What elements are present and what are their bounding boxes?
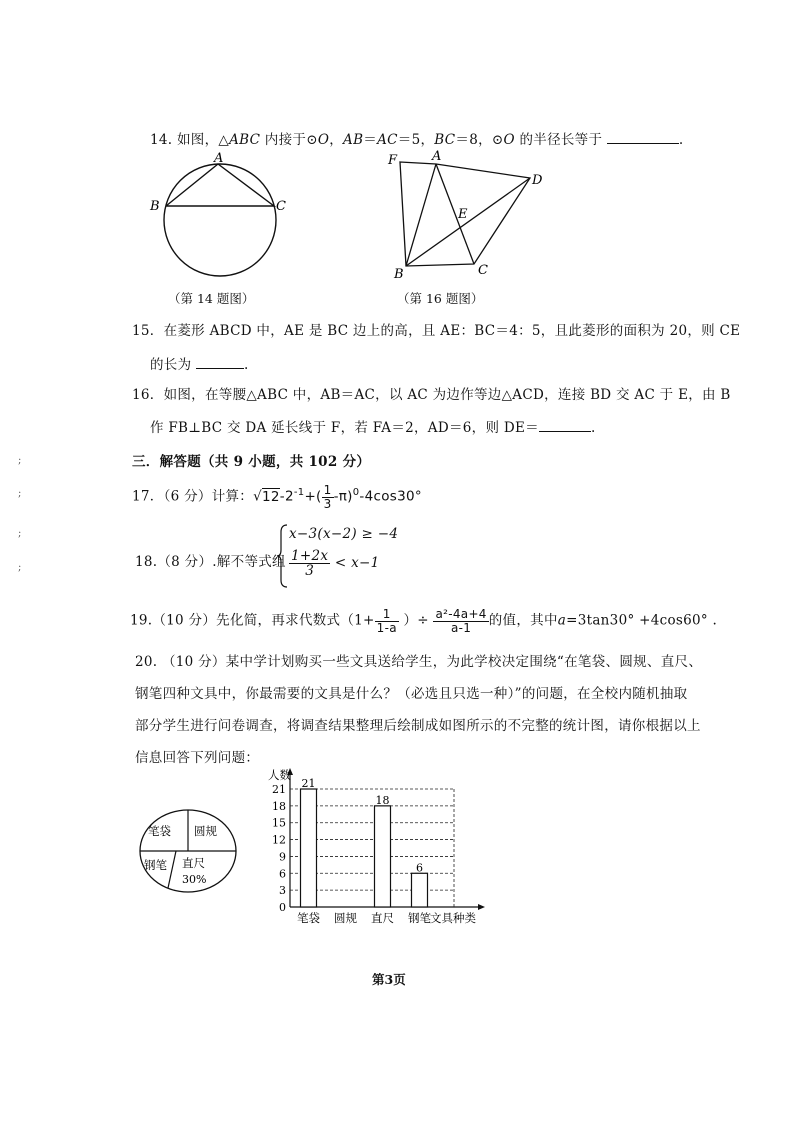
x-axis-arrow [478, 904, 485, 910]
label-c: C [478, 263, 488, 278]
fraction-1-plus-2x-over-3: $\frac{1+2x}{3}$ [291, 548, 329, 580]
figure-16-caption: （第 16 题图） [397, 291, 484, 306]
question-15-line-1: 15．在菱形 ABCD 中，AE 是 BC 边上的高，且 AE：BC＝4：5，且此菱形的面积为 20，则 CE [132, 323, 741, 339]
pie-chart [138, 805, 240, 895]
pie-label-2: 钢笔 [144, 858, 167, 872]
pie-label-1: 圆规 [194, 824, 217, 838]
label-a: A [214, 151, 224, 166]
y-tick-label: 18 [272, 799, 286, 813]
label-a: A [432, 150, 442, 164]
question-15-line-2: 的长为 . [150, 357, 249, 373]
sqrt-sign: √ [253, 488, 263, 505]
sqrt-radicand: 12 [262, 488, 280, 505]
fraction-a-squared-expression: $\frac{\text{a²-4a+4}}{a-1}$ [435, 607, 487, 635]
y-tick-label: 15 [272, 816, 286, 830]
label-f: F [388, 153, 398, 168]
question-20-line-4: 信息回答下列问题： [135, 750, 260, 766]
figure-14-caption: （第 14 题图） [168, 291, 255, 306]
x-tick-label-3: 钢笔 [408, 911, 431, 925]
x-tick-label-1: 圆规 [334, 911, 357, 925]
fraction-one-third: $\frac{1}{3}$ [323, 483, 332, 511]
pie-label-0: 笔袋 [148, 824, 171, 838]
label-b: B [394, 267, 404, 282]
segment-ab [406, 164, 436, 266]
figure-16 [384, 150, 554, 285]
triangle-abc [166, 164, 274, 206]
y-tick-label: 12 [272, 833, 286, 847]
data-label-0: 21 [301, 777, 316, 790]
circle-o [164, 164, 276, 276]
x-axis-label: 文具种类 [430, 911, 476, 925]
margin-mark: ; [18, 528, 22, 539]
bar-0 [301, 789, 317, 907]
left-brace [276, 524, 288, 588]
question-17: 17．（6 分）计算：$√12-2^{-1}+$( $\frac{1}{3}$ -π)$^0$-4cos30° [132, 483, 422, 511]
question-18-label: 18.（8 分）.解不等式组 [135, 554, 286, 570]
bar-chart [260, 765, 488, 930]
fraction-1-over-1-minus-a: $\frac{1}{1-a}$ [376, 607, 397, 635]
y-tick-label: 0 [279, 901, 286, 914]
inequality-2: $\frac{1+2x}{3}$ < x−1 [291, 548, 380, 580]
question-19: 19.（10 分）先化简，再求代数式（1+ $\frac{1}{1-a}$ ）÷ $\frac{\text{a²-4a+4}}{a-1}$ 的值，其中a=3tan30° +4cos60° . [130, 607, 718, 635]
y-tick-label: 21 [272, 783, 286, 796]
question-16-line-1: 16．如图，在等腰△ABC 中，AB＝AC，以 AC 为边作等边△ACD，连接 BD 交 AC 于 E，由 B [132, 387, 731, 403]
label-c: C [276, 199, 286, 214]
inequality-1: x−3(x−2) ≥ −4 [289, 526, 399, 542]
bar-3 [412, 873, 428, 907]
y-tick-label: 3 [279, 884, 286, 898]
y-tick-label: 9 [279, 850, 286, 864]
margin-mark: ; [18, 562, 22, 573]
pie-divider-bottom [168, 851, 176, 888]
data-label-2: 18 [375, 793, 390, 807]
answer-blank-14[interactable] [607, 143, 679, 144]
answer-blank-15[interactable] [196, 368, 244, 369]
margin-mark: ; [18, 488, 22, 499]
question-16-line-2: 作 FB⊥BC 交 DA 延长线于 F，若 FA＝2，AD＝6，则 DE＝ . [150, 420, 596, 436]
x-tick-label-0: 笔袋 [297, 911, 320, 925]
section-3-heading: 三．解答题（共 9 小题，共 102 分） [132, 454, 371, 470]
margin-mark: ; [18, 455, 22, 466]
question-20-line-1: 20. （10 分）某中学计划购买一些文具送给学生，为此学校决定围绕“在笔袋、圆规、直尺、 [135, 654, 703, 670]
question-20-line-3: 部分学生进行问卷调查，将调查结果整理后绘制成如图所示的不完整的统计图，请你根据以上 [135, 718, 701, 734]
label-e: E [458, 207, 468, 222]
label-d: D [532, 173, 543, 188]
y-tick-label: 6 [279, 867, 286, 881]
figure-14 [148, 148, 298, 283]
bar-2 [375, 806, 391, 907]
question-14: 14. 如图，△ABC 内接于⊙O，AB＝AC＝5，BC＝8，⊙O 的半径长等于 . [150, 132, 684, 148]
answer-blank-16[interactable] [539, 431, 591, 432]
x-tick-label-2: 直尺 [371, 911, 394, 925]
page-number: 第3页 [372, 972, 406, 987]
pie-percent-label: 30% [182, 873, 207, 886]
pie-label-3: 直尺 [182, 856, 205, 870]
segment-ac [436, 164, 474, 264]
data-label-3: 6 [416, 861, 423, 875]
question-20-line-2: 钢笔四种文具中，你最需要的文具是什么？（必选且只选一种）”的问题，在全校内随机抽取 [135, 686, 688, 702]
label-b: B [150, 199, 160, 214]
segment-bd [406, 178, 530, 266]
y-axis-label: 人数 [268, 768, 291, 782]
